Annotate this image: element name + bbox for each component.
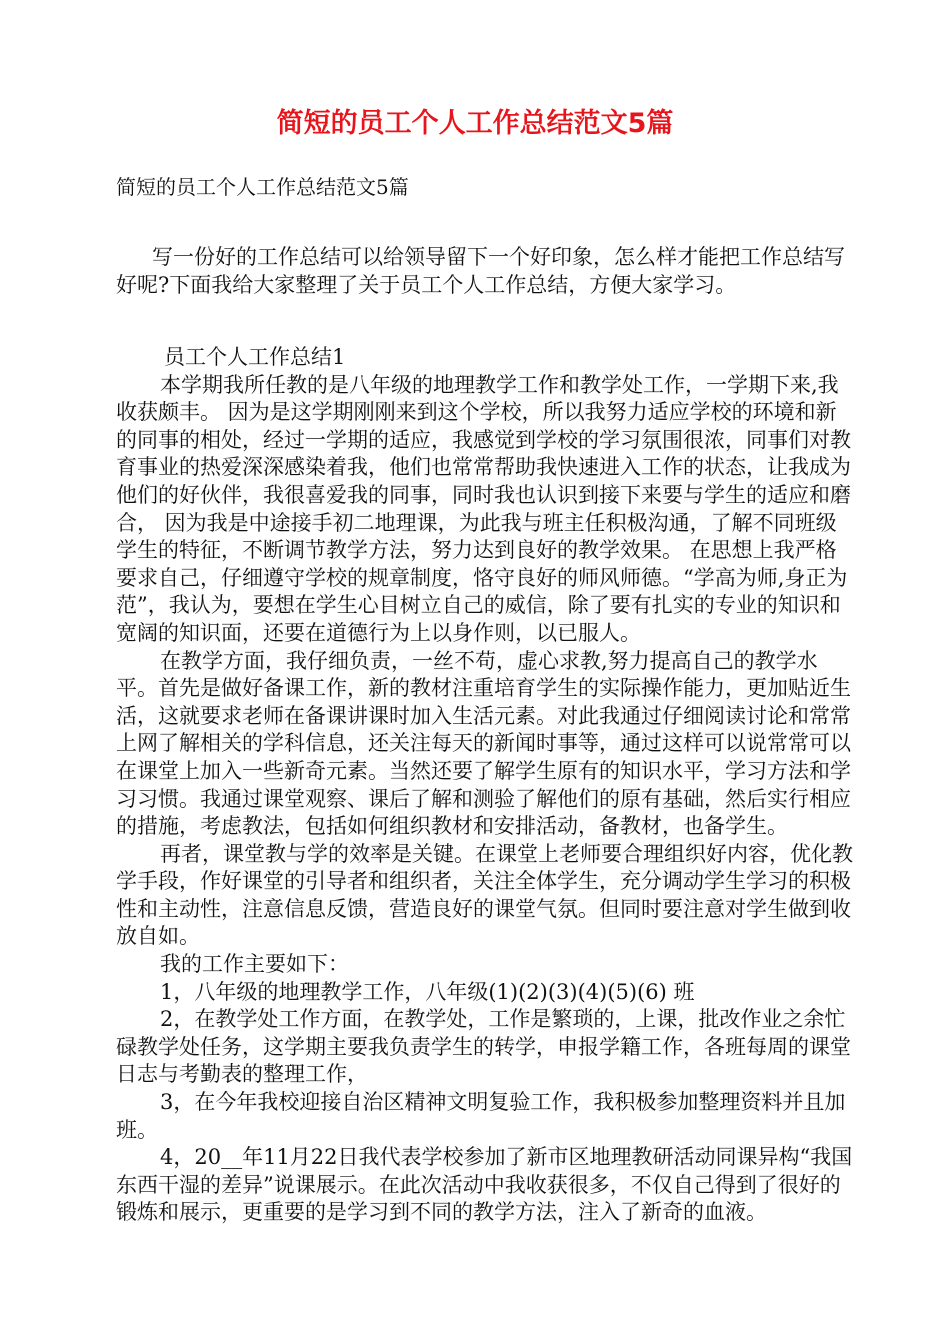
list-item: 4，20__年11月22日我代表学校参加了新市区地理教研活动同课异构“我国东西干湿的差异”说课展示。在此次活动中我收获很多，不仅自己得到了很好的锻炼和展示，更重要的是学习到不同的教学方法，注入了新奇的血液。 — [116, 1145, 853, 1225]
body-paragraph: 在教学方面，我仔细负责，一丝不苟，虚心求教,努力提高自己的教学水平。首先是做好备课工作，新的教材注重培育学生的实际操作能力，更加贴近生活，这就要求老师在备课讲课时加入生活元素。对此我通过仔细阅读讨论和常常上网了解相关的学科信息，还关注每天的新闻时事等，通过这样可以说常常可以在课堂上加入一些新奇元素。当然还要了解学生原有的知识水平，学习方法和学习习惯。我通过课堂观察、课后了解和测验了解他们的原有基础，然后实行相应的措施，考虑教法，包括如何组织教材和安排活动，备教材，也备学生。 — [116, 648, 851, 839]
intro-paragraph: 写一份好的工作总结可以给领导留下一个好印象，怎么样才能把工作总结写好呢?下面我给大家整理了关于员工个人工作总结，方便大家学习。 — [116, 245, 845, 297]
document-title: 简短的员工个人工作总结范文5篇 — [276, 108, 674, 139]
body-paragraph: 我的工作主要如下： — [160, 952, 349, 977]
list-item: 1，八年级的地理教学工作，八年级(1)(2)(3)(4)(5)(6) 班 — [160, 979, 695, 1004]
list-item: 2，在教学处工作方面，在教学处，工作是繁琐的，上课，批改作业之余忙碌教学处任务，这学期主要我负责学生的转学，申报学籍工作，各班每周的课堂日志与考勤表的整理工作， — [116, 1007, 851, 1087]
body-paragraph: 本学期我所任教的是八年级的地理教学工作和教学处工作，一学期下来,我收获颇丰。 因为是这学期刚刚来到这个学校，所以我努力适应学校的环境和新的同事的相处，经过一学期的适应，我感觉到学校的学习氛围很浓，同事们对教育事业的热爱深深感染着我，他们也常常帮助我快速进入工作的状态，让我成为他们的好伙伴，我很喜爱我的同事，同时我也认识到接下来要与学生的适应和磨合， 因为我是中途接手初二地理课，为此我与班主任积极沟通，了解不同班级学生的特征，不断调节教学方法，努力达到良好的教学效果。 在思想上我严格要求自己，仔细遵守学校的规章制度，恪守良好的师风师德。“学高为师,身正为范”，我认为，要想在学生心目树立自己的威信，除了要有扎实的专业的知识和宽阔的知识面，还要在道德行为上以身作则，以已服人。 — [116, 372, 851, 645]
article-body — [116, 344, 856, 1227]
body-paragraph: 再者，课堂教与学的效率是关键。在课堂上老师要合理组织好内容，优化教学手段，作好课堂的引导者和组织者，关注全体学生，充分调动学生学习的积极性和主动性，注意信息反馈，营造良好的课堂气氛。但同时要注意对学生做到收放自如。 — [116, 841, 853, 949]
section-heading: 员工个人工作总结1 — [164, 345, 346, 369]
list-item: 3，在今年我校迎接自治区精神文明复验工作，我积极参加整理资料并且加班。 — [116, 1090, 846, 1142]
document-subtitle: 简短的员工个人工作总结范文5篇 — [116, 175, 409, 199]
